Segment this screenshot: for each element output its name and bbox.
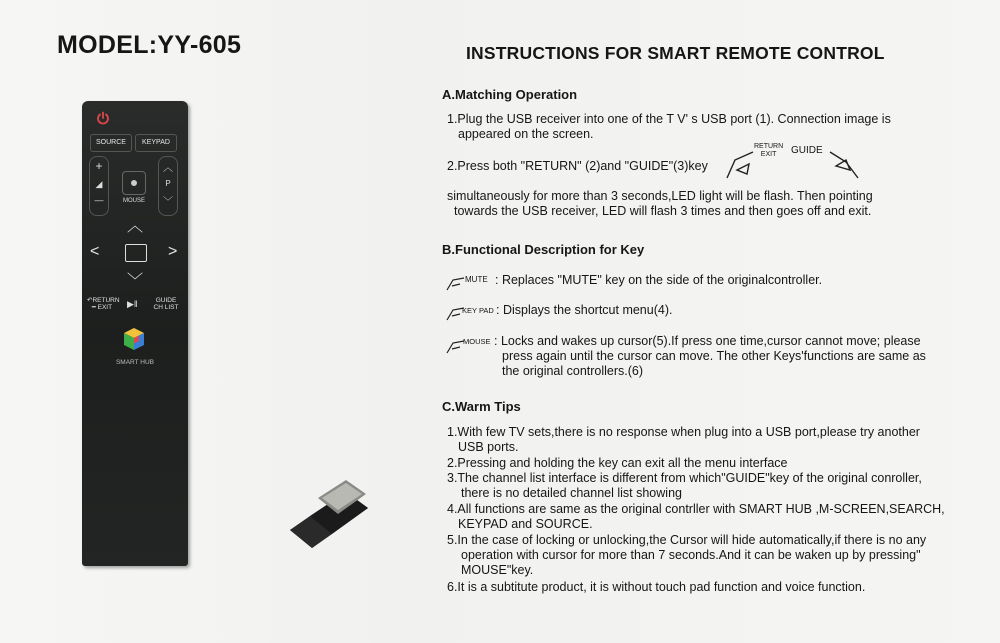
mute-key-label: MUTE xyxy=(465,275,488,284)
play-pause-icon: ▶‖ xyxy=(127,299,138,309)
return-label: ↶RETURN xyxy=(87,297,120,304)
tip3-line2: there is no detailed channel list showing xyxy=(461,486,682,500)
return-exit-button xyxy=(87,297,120,311)
step1-line2: appeared on the screen. xyxy=(458,127,594,141)
tip4-line1: 4.All functions are same as the original contrller with SMART HUB ,M-SCREEN,SEARCH, xyxy=(447,502,945,516)
smart-hub-label: SMART HUB xyxy=(115,359,155,366)
keypad-button: KEYPAD xyxy=(135,134,177,152)
nav-left-icon: < xyxy=(90,243,100,260)
mouse-description-2: press again until the cursor can move. The other Keys'functions are same as xyxy=(502,349,926,363)
instructions-title: INSTRUCTIONS FOR SMART REMOTE CONTROL xyxy=(466,43,885,63)
mouse-description-3: the original controllers.(6) xyxy=(502,364,644,378)
nav-up-icon: ︿ xyxy=(127,218,144,235)
tip2: 2.Pressing and holding the key can exit all the menu interface xyxy=(447,456,788,470)
mouse-label: MOUSE xyxy=(122,198,145,204)
ch-list-label: CH LIST xyxy=(153,304,179,311)
smart-hub-icon xyxy=(123,327,145,351)
step2-line3: towards the USB receiver, LED will flash 3 times and then goes off and exit. xyxy=(454,204,872,218)
exit-label: ━ EXIT xyxy=(91,304,113,311)
guide-button xyxy=(149,297,183,311)
step1-line1: 1.Plug the USB receiver into one of the T V' s USB port (1). Connection image is xyxy=(447,112,891,126)
guide-icon-label: GUIDE xyxy=(791,145,823,156)
source-button: SOURCE xyxy=(90,134,132,152)
channel-down-icon: ﹀ xyxy=(163,197,173,208)
tip5-line1: 5.In the case of locking or unlocking,the Cursor will hide automatically,if there is no any xyxy=(447,533,927,547)
guide-label: GUIDE xyxy=(155,297,177,304)
nav-down-icon: ﹀ xyxy=(127,273,144,290)
volume-minus-label: — xyxy=(94,195,104,205)
tip5-line3: MOUSE"key. xyxy=(461,563,534,577)
channel-rocker xyxy=(158,156,178,216)
enter-button xyxy=(125,244,147,262)
usb-receiver-image xyxy=(288,478,370,550)
nav-right-icon: > xyxy=(168,243,178,260)
tip5-line2: operation with cursor for more than 7 seconds.And it can be waken up by pressing" xyxy=(461,548,921,562)
return-icon-label xyxy=(754,143,783,159)
power-icon xyxy=(96,111,110,125)
volume-plus-label: + xyxy=(95,159,103,173)
mute-description: : Replaces "MUTE" key on the side of the originalcontroller. xyxy=(495,273,823,287)
channel-up-icon: ︿ xyxy=(163,163,173,174)
channel-label: P xyxy=(165,179,171,188)
step2-line2: simultaneously for more than 3 seconds,LED light will be flash. Then pointing xyxy=(447,189,873,203)
tip4-line2: KEYPAD and SOURCE. xyxy=(458,517,593,531)
mute-hand-icon xyxy=(446,276,466,292)
mouse-description-1: : Locks and wakes up cursor(5).If press one time,cursor cannot move; please xyxy=(494,334,921,348)
section-c-heading: C.Warm Tips xyxy=(442,399,521,414)
tip1-line2: USB ports. xyxy=(458,440,519,454)
keypad-key-label: KEY PAD xyxy=(462,306,494,315)
section-a-heading: A.Matching Operation xyxy=(442,87,578,102)
return-icon-label-return: RETURN xyxy=(754,143,784,150)
keypad-description: : Displays the shortcut menu(4). xyxy=(496,303,673,317)
return-icon-label-exit: EXIT xyxy=(760,151,777,158)
model-title: MODEL:YY-605 xyxy=(57,31,242,59)
tip1-line1: 1.With few TV sets,there is no response when plug into a USB port,please try another xyxy=(447,425,920,439)
tip3-line1: 3.The channel list interface is different from which"GUIDE"key of the original conroller, xyxy=(447,471,922,485)
step2-line1: 2.Press both "RETURN" (2)and "GUIDE"(3)key xyxy=(447,159,708,173)
section-b-heading: B.Functional Description for Key xyxy=(442,242,645,257)
volume-rocker xyxy=(89,156,109,216)
mouse-button xyxy=(122,171,146,195)
remote-control-image xyxy=(82,101,188,566)
tip6: 6.It is a subtitute product, it is without touch pad function and voice function. xyxy=(447,580,866,594)
mouse-key-label: MOUSE xyxy=(463,337,491,346)
guide-hand-icon xyxy=(826,148,862,182)
volume-icon: ◢ xyxy=(95,179,103,189)
